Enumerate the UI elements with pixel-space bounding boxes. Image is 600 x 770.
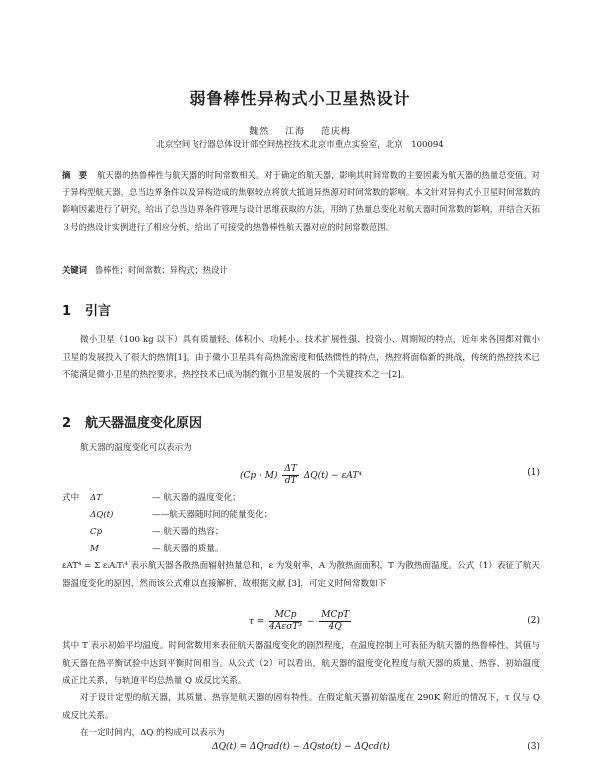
author-name: 魏然	[249, 127, 270, 137]
definition-row: Cp — 航天器的热容；	[90, 527, 224, 537]
author-name: 江海	[284, 127, 305, 137]
section-heading	[62, 300, 111, 319]
section-title: 引言	[85, 304, 112, 319]
definition-row: 式中 ΔT — 航天器的温度变化；	[62, 490, 272, 507]
equation-body: ΔQ(t) = ΔQrad(t) − ΔQsto(t) − ΔQcd(t)	[212, 742, 390, 752]
equation-number: (3)	[527, 742, 540, 752]
abstract	[62, 167, 540, 236]
keywords-label: 关键词	[62, 265, 87, 275]
equation-operator: −	[306, 617, 315, 627]
equation-fraction: $\frac{\Delta T}{dT}$	[284, 464, 297, 486]
section-title: 航天器温度变化原因	[85, 416, 203, 431]
section-paragraph: 微小卫星（100 kg 以下）具有质量轻、体积小、功耗小、技术扩展性强、投资小、周期短的特点，近年来各国都对微小卫星的发展投入了很大的热情[1]。由于微小卫星具有高热流密度和低热惯性的特点，热控将面临新的挑战，传统的热控技术已不能满足微小卫星的热控要求，热控技术已成为制约微小卫星发展的一个关键技术之一[2]。	[62, 335, 540, 380]
equation-fraction: $\frac{\text{MCp}}{\text{4AεσT³}}$	[269, 610, 302, 632]
symbol-definitions	[62, 490, 272, 558]
section-paragraph: 在一定时间内，ΔQ 的构成可以表示为	[80, 728, 225, 738]
equation-lhs: τ =	[248, 617, 265, 627]
section-paragraph: εAT⁴ = Σ εᵢAᵢTᵢ⁴ 表示航天器各散热面辐射热量总和，ε 为发射率，A 为散热面面积，T 为散热面温度。公式（1）表征了航天器温度变化的原因，然而该公式难以直接解析，故根据文献 [3]，可定义时间常数如下	[62, 561, 540, 589]
equation-1	[62, 460, 540, 490]
abstract-text: 航天器的热鲁棒性与航天器的时间常数相关。对于确定的航天器，影响其时间常数的主要因素为航天器的热量总变值。对于异构型航天器，总当边界条件以及异构造成的焦躯较点将放大抵道异热源对时间常数的影响。本文针对异构式小卫星时间常数的影响因素进行了研究，给出了总当边界条件管理与设计思维获取的方法，用纳了热量总变化对航天器时间常数的影响，并结合天拓３号的热设计实例进行了相应分析，给出了可接受的热鲁棒性航天器对应的时间常数范围。	[62, 170, 540, 232]
section-paragraph: 其中 T 表示初始平均温度。时间常数用来表征航天器温度变化的剧烈程度，在温度控制上可表征为航天器的热鲁棒性，其值与航天器在热平衡试验中达到平衡时间相当。从公式（2）可以看出，航天器的温度变化程度与航天器的质量、热容、初始温度成正比关系，与轨道平均总热量 Q 成反比关系。	[62, 641, 540, 686]
equation-rhs: ΔQ(t) − εAT⁴	[303, 471, 362, 481]
paper-title: 弱鲁棒性异构式小卫星热设计	[189, 89, 411, 108]
affiliation: 北京空间飞行器总体设计部空间热控技术北京市重点实验室，北京 100094	[156, 140, 444, 150]
definition-row: M — 航天器的质量。	[90, 544, 224, 554]
keywords	[62, 264, 540, 276]
author-list	[0, 124, 600, 137]
section-number: 1	[62, 304, 72, 319]
keywords-text: 鲁棒性；时间常数；异构式；热设计	[94, 265, 228, 275]
equation-lhs: (Cp · M)	[240, 471, 278, 481]
equation-3	[62, 742, 540, 762]
equation-number: (1)	[527, 468, 540, 478]
equation-2	[62, 610, 540, 640]
section-paragraph: 航天器的温度变化可以表示为	[80, 443, 192, 453]
section-paragraph: 对于设计定型的航天器，其质量、热容是航天器的固有特性。在假定航天器初始温度在 290K 附近的情况下，τ 仅与 Q 成反比关系。	[62, 693, 540, 721]
section-number: 2	[62, 416, 72, 431]
where-label: 式中	[62, 493, 80, 503]
definition-row: ΔQ(t) ——航天器随时间的能量变化；	[90, 510, 273, 520]
equation-fraction: $\frac{\text{MCpT}}{4Q}$	[321, 610, 350, 632]
section-heading	[62, 412, 202, 431]
equation-number: (2)	[527, 616, 540, 626]
abstract-label: 摘 要	[62, 170, 88, 180]
author-name: 范庆梅	[320, 127, 351, 137]
